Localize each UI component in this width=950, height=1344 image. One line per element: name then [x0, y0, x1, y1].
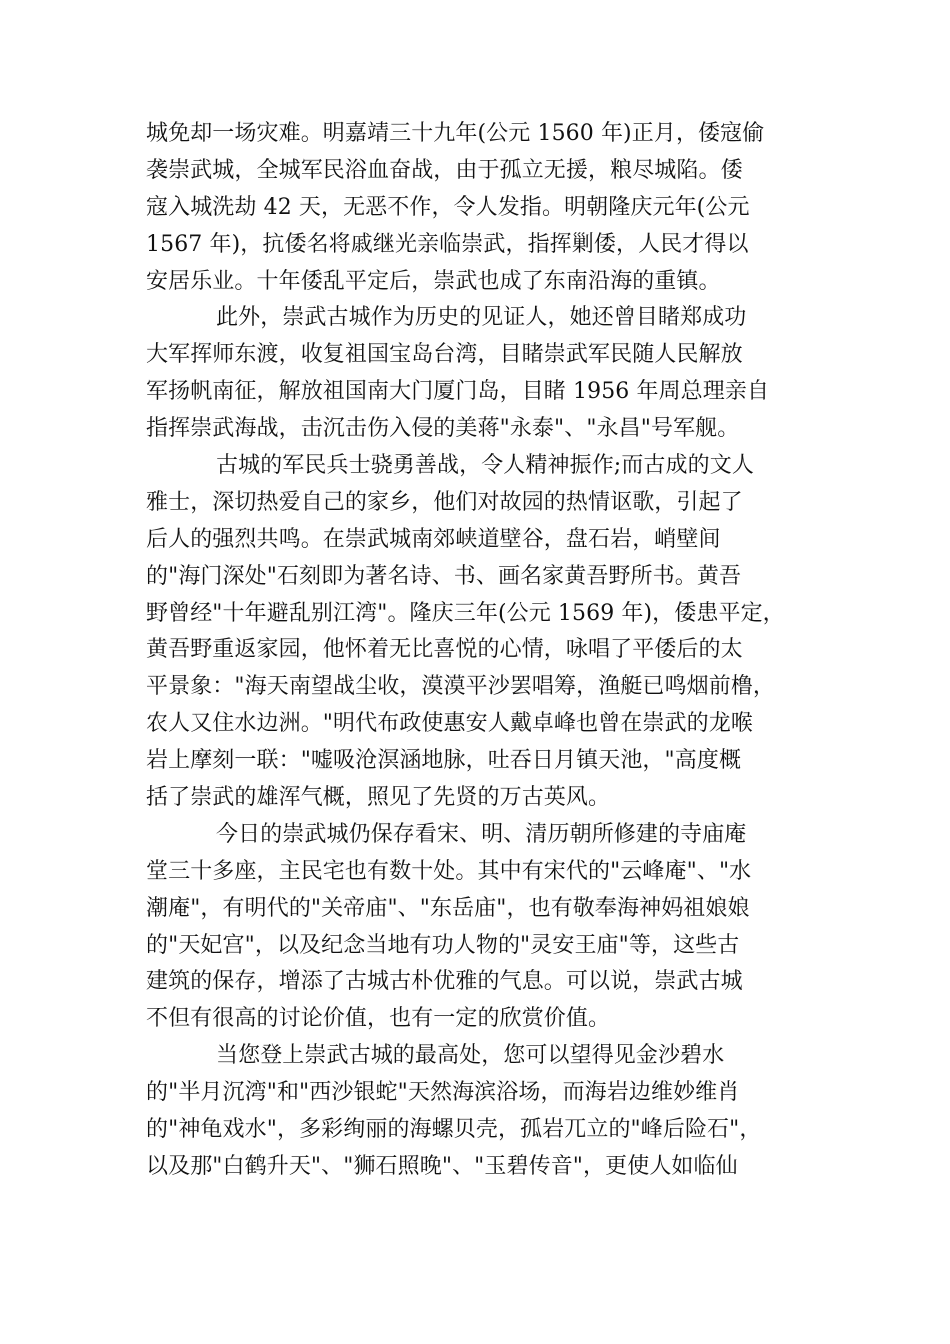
text-line: 黄吾野重返家园，他怀着无比喜悦的心情，咏唱了平倭后的太 — [146, 637, 743, 663]
text-line: 大军挥师东渡，收复祖国宝岛台湾，目睹崇武军民随人民解放 — [146, 342, 743, 368]
text-line: 寇入城洗劫 42 天，无恶不作，令人发指。明朝隆庆元年(公元 — [146, 194, 750, 220]
text-line: 指挥崇武海战，击沉击伤入侵的美蒋"永泰"、"永昌"号军舰。 — [146, 416, 740, 442]
text-line: 军扬帆南征，解放祖国南大门厦门岛，目睹 1956 年周总理亲自 — [146, 379, 770, 405]
text-line: 堂三十多座，主民宅也有数十处。其中有宋代的"云峰庵"、"水 — [146, 858, 752, 884]
text-line: 的"神龟戏水"，多彩绚丽的海螺贝壳，孤岩兀立的"峰后险石"， — [146, 1117, 762, 1143]
text-line: 不但有很高的讨论价值，也有一定的欣赏价值。 — [146, 1006, 611, 1032]
text-line: 后人的强烈共鸣。在崇武城南郊峡道壁谷，盘石岩，峭壁间 — [146, 526, 721, 552]
paragraph-first-line: 今日的崇武城仍保存看宋、明、清历朝所修建的寺庙庵 — [216, 821, 747, 847]
text-line: 1567 年)，抗倭名将戚继光亲临崇武，指挥剿倭，人民才得以 — [146, 231, 749, 257]
text-line: 括了崇武的雄浑气概，照见了先贤的万古英风。 — [146, 785, 611, 811]
text-line: 城免却一场灾难。明嘉靖三十九年(公元 1560 年)正月，倭寇偷 — [146, 121, 765, 146]
document-body — [146, 116, 810, 1186]
text-line: 建筑的保存，增添了古城古朴优雅的气息。可以说，崇武古城 — [146, 969, 743, 995]
text-line: 的"天妃宫"，以及纪念当地有功人物的"灵安王庙"等，这些古 — [146, 932, 740, 958]
paragraph-first-line: 当您登上崇武古城的最高处，您可以望得见金沙碧水 — [216, 1043, 725, 1069]
text-line: 岩上摩刻一联："嘘吸沧溟涵地脉，吐吞日月镇天池，"高度概 — [146, 748, 742, 774]
text-line: 以及那"白鹤升天"、"狮石照晚"、"玉碧传音"，更使人如临仙 — [146, 1153, 738, 1179]
paragraph-first-line: 此外，崇武古城作为历史的见证人，她还曾目睹郑成功 — [216, 305, 747, 331]
text-line: 潮庵"，有明代的"关帝庙"、"东岳庙"，也有敬奉海神妈祖娘娘 — [146, 895, 750, 921]
text-line: 的"半月沉湾"和"西沙银蛇"天然海滨浴场，而海岩边维妙维肖 — [146, 1080, 740, 1106]
text-line: 的"海门深处"石刻即为著名诗、书、画名家黄吾野所书。黄吾 — [146, 563, 742, 589]
text-line: 雅士，深切热爱自己的家乡，他们对故园的热情讴歌，引起了 — [146, 489, 743, 515]
text-line: 安居乐业。十年倭乱平定后，崇武也成了东南沿海的重镇。 — [146, 268, 721, 294]
paragraph-first-line: 古城的军民兵士骁勇善战，令人精神振作;而古成的文人 — [216, 453, 754, 479]
text-line: 袭崇武城，全城军民浴血奋战，由于孤立无援，粮尽城陷。倭 — [146, 157, 743, 183]
text-line: 野曾经"十年避乱别江湾"。隆庆三年(公元 1569 年)，倭患平定， — [146, 600, 785, 626]
text-line: 农人又住水边洲。"明代布政使惠安人戴卓峰也曾在崇武的龙喉 — [146, 711, 753, 737]
text-line: 平景象："海天南望战尘收，漠漠平沙罢唱筹，渔艇已鸣烟前橹， — [146, 674, 776, 700]
